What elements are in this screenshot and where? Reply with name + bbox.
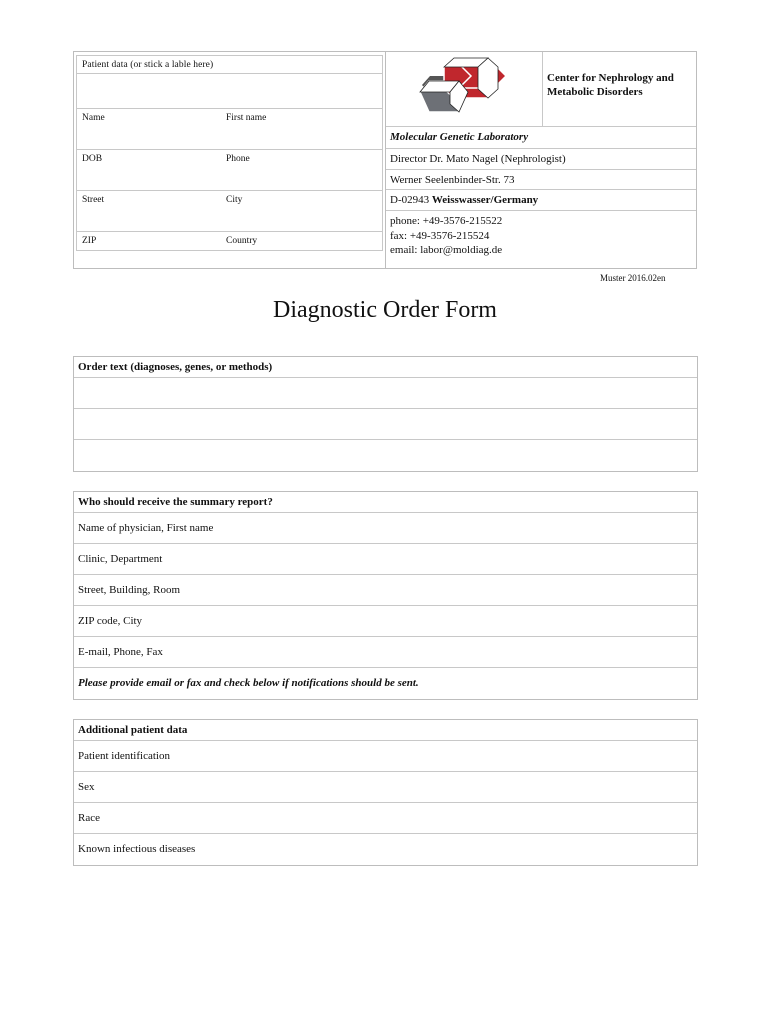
dob-row[interactable] [76, 150, 383, 191]
lab-email[interactable]: email: labor@moldiag.de [390, 244, 503, 256]
lab-fax: fax: +49-3576-215524 [390, 229, 490, 242]
hexagon-logo-icon [386, 52, 543, 127]
lab-postcode: D-02943 [390, 194, 430, 206]
infectious-diseases-field[interactable]: Known infectious diseases [78, 843, 196, 855]
order-text-field-3[interactable] [74, 440, 697, 471]
lab-info-panel [386, 52, 696, 268]
street-building-field[interactable]: Street, Building, Room [74, 575, 697, 606]
lab-name: Molecular Genetic Laboratory [386, 127, 696, 149]
lab-contact [386, 211, 700, 258]
patient-label-area[interactable] [76, 74, 383, 109]
zip-label: ZIP [82, 236, 97, 246]
patient-data-title: Patient data (or stick a lable here) [76, 55, 383, 74]
phone-label: Phone [226, 154, 250, 164]
notification-note: Please provide email or fax and check below if notifications should be sent. [78, 677, 419, 689]
order-section [73, 356, 698, 472]
lab-city-row [386, 190, 696, 211]
patient-identification-field[interactable]: Patient identification [74, 741, 697, 772]
zip-city-field[interactable]: ZIP code, City [74, 606, 697, 637]
lab-street: Werner Seelenbinder-Str. 73 [386, 170, 696, 190]
report-heading: Who should receive the summary report? [74, 492, 697, 513]
clinic-field[interactable]: Clinic, Department [74, 544, 697, 575]
street-row[interactable] [76, 191, 383, 232]
dob-label: DOB [82, 154, 103, 164]
lab-city-country: Weisswasser/Germany [431, 194, 539, 206]
physician-name-field[interactable]: Name of physician, First name [74, 513, 697, 544]
email-phone-fax-field[interactable]: E-mail, Phone, Fax [74, 637, 697, 668]
sex-field[interactable]: Sex [74, 772, 697, 803]
order-text-field-1[interactable] [74, 378, 697, 409]
country-label: Country [226, 236, 258, 246]
page-title: Diagnostic Order Form [273, 297, 497, 323]
lab-phone: phone: +49-3576-215522 [390, 215, 503, 227]
zip-row[interactable] [76, 232, 383, 251]
city-label: City [226, 195, 243, 205]
additional-heading: Additional patient data [74, 720, 697, 741]
lab-director: Director Dr. Mato Nagel (Nephrologist) [386, 149, 696, 170]
additional-section [73, 719, 698, 866]
name-row[interactable] [76, 109, 383, 150]
first-name-label: First name [226, 113, 267, 123]
lab-logo [386, 52, 543, 127]
order-text-field-2[interactable] [74, 409, 697, 440]
center-name: Center for Nephrology and Metabolic Disorders [543, 52, 696, 127]
form-version: Muster 2016.02en [600, 273, 666, 283]
patient-data-panel [74, 52, 385, 268]
race-field[interactable]: Race [74, 803, 697, 834]
order-heading: Order text (diagnoses, genes, or methods) [74, 357, 697, 378]
header-box [73, 51, 697, 269]
street-label: Street [82, 195, 105, 205]
report-section [73, 491, 698, 700]
name-label: Name [82, 113, 105, 123]
